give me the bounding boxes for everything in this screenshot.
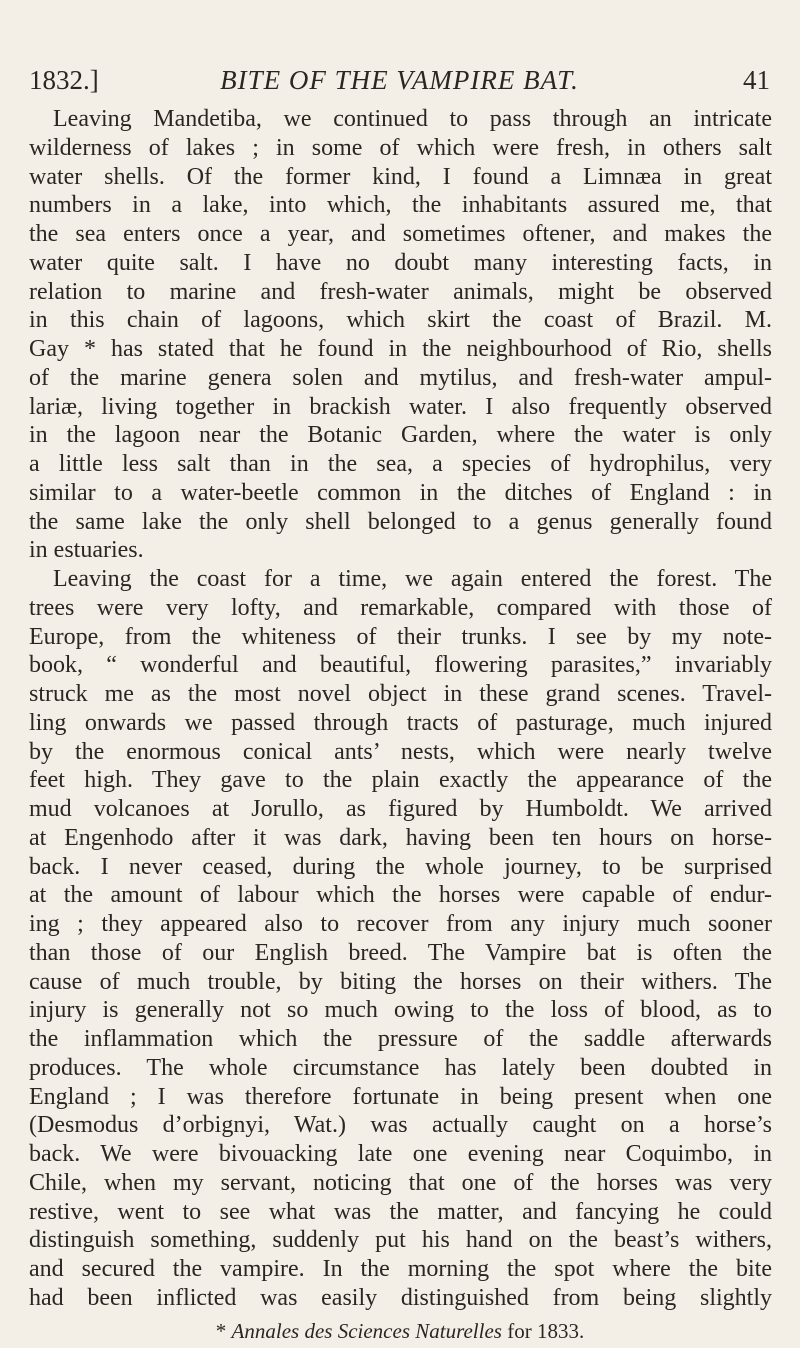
text-line: than those of our English breed. The Vampire bat is often the xyxy=(29,939,772,966)
text-line: in this chain of lagoons, which skirt the coast of Brazil. M. xyxy=(29,307,772,334)
text-line: water quite salt. I have no doubt many interesting facts, in xyxy=(29,249,772,276)
text-line: trees were very lofty, and remarkable, compared with those of xyxy=(29,594,772,621)
text-line: at Engenhodo after it was dark, having been ten hours on horse- xyxy=(29,824,772,851)
text-line: by the enormous conical ants’ nests, which were nearly twelve xyxy=(29,738,772,765)
text-line: back. We were bivouacking late one evening near Coquimbo, in xyxy=(29,1141,772,1167)
text-line: (Desmodus d’orbignyi, Wat.) was actually caught on a horse’s xyxy=(29,1112,772,1139)
text-line: and secured the vampire. In the morning the spot where the bite xyxy=(29,1256,772,1282)
text-line: Chile, when my servant, noticing that one of the horses was very xyxy=(29,1169,772,1196)
text-line: had been inflicted was easily distinguished from being slightly xyxy=(29,1284,772,1311)
body-text xyxy=(29,105,772,1313)
text-line: numbers in a lake, into which, the inhabitants assured me, that xyxy=(29,192,772,219)
text-line: distinguish something, suddenly put his hand on the beast’s withers, xyxy=(29,1227,772,1254)
text-line: book, “ wonderful and beautiful, flowering parasites,” invariably xyxy=(29,652,772,679)
text-line: cause of much trouble, by biting the horses on their withers. The xyxy=(29,968,772,995)
text-line: back. I never ceased, during the whole journey, to be surprised xyxy=(29,853,772,880)
text-line: relation to marine and fresh-water animals, might be observed xyxy=(29,278,772,305)
running-head-title: BITE OF THE VAMPIRE BAT. xyxy=(220,65,579,95)
footnote-rest: for 1833. xyxy=(507,1319,585,1343)
text-line: of the marine genera solen and mytilus, and fresh-water ampul- xyxy=(29,364,772,391)
text-line: in the lagoon near the Botanic Garden, where the water is only xyxy=(29,422,772,449)
text-line: ing ; they appeared also to recover from any injury much sooner xyxy=(29,911,772,937)
running-head-year: 1832.] xyxy=(29,65,99,95)
text-line: the sea enters once a year, and sometimes oftener, and makes the xyxy=(29,221,772,247)
text-line: a little less salt than in the sea, a species of hydrophilus, very xyxy=(29,451,772,477)
text-line: struck me as the most novel object in these grand scenes. Travel- xyxy=(29,681,772,707)
text-line: the inflammation which the pressure of the saddle afterwards xyxy=(29,1026,772,1052)
text-line: ling onwards we passed through tracts of pasturage, much injured xyxy=(29,709,772,736)
text-line: lariæ, living together in brackish water. I also frequently observed xyxy=(29,393,772,420)
text-line: Leaving the coast for a time, we again entered the forest. The xyxy=(53,566,772,592)
text-line: Europe, from the whiteness of their trunks. I see by my note- xyxy=(29,623,772,650)
footnote-title: Annales des Sciences Naturelles xyxy=(231,1319,502,1343)
page-number: 41 xyxy=(743,65,770,95)
text-line: the same lake the only shell belonged to a genus generally found xyxy=(29,508,772,535)
text-line: wilderness of lakes ; in some of which were fresh, in others salt xyxy=(29,134,772,161)
text-line: at the amount of labour which the horses were capable of endur- xyxy=(29,882,772,909)
footnote-marker: * xyxy=(215,1319,227,1343)
text-line: produces. The whole circumstance has lately been doubted in xyxy=(29,1054,772,1081)
text-line: similar to a water-beetle common in the ditches of England : in xyxy=(29,479,772,506)
text-line: Gay * has stated that he found in the neighbourhood of Rio, shells xyxy=(29,336,772,362)
footnote xyxy=(0,1318,800,1344)
text-line: England ; I was therefore fortunate in being present when one xyxy=(29,1083,772,1110)
text-line: in estuaries. xyxy=(29,537,144,564)
text-line: water shells. Of the former kind, I found a Limnæa in great xyxy=(29,163,772,190)
text-line: mud volcanoes at Jorullo, as figured by Humboldt. We arrived xyxy=(29,796,772,822)
text-line: restive, went to see what was the matter, and fancying he could xyxy=(29,1198,772,1225)
text-line: injury is generally not so much owing to the loss of blood, as to xyxy=(29,997,772,1024)
text-line: feet high. They gave to the plain exactly the appearance of the xyxy=(29,767,772,794)
running-head xyxy=(29,63,770,97)
text-line: Leaving Mandetiba, we continued to pass through an intricate xyxy=(53,106,772,132)
